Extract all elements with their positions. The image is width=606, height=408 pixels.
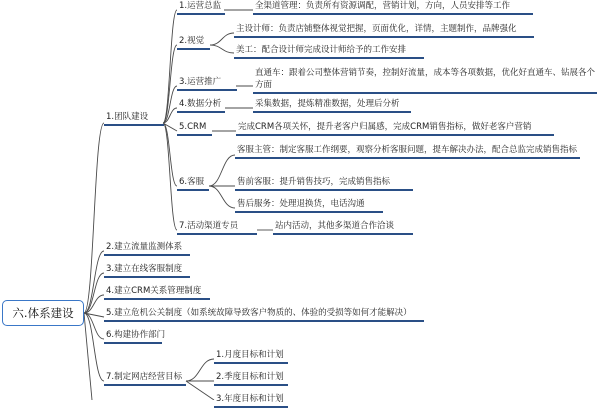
- goal-label: 1.月度目标和计划: [216, 350, 284, 360]
- branch-online-service-system[interactable]: [104, 263, 190, 275]
- leaf-presales-service[interactable]: [235, 176, 413, 188]
- goal-monthly[interactable]: [214, 349, 288, 361]
- sub-label: 5.CRM: [179, 122, 207, 132]
- sub-operations-director[interactable]: [177, 0, 225, 12]
- leaf-lead-designer[interactable]: [234, 23, 534, 35]
- leaf-text: 完成CRM各项关怀，提升老客户归属感，完成CRM销售指标，做好老客户营销: [238, 122, 532, 132]
- goal-label: 3.年度目标和计划: [216, 394, 284, 404]
- branch-label: 6.构建协作部门: [106, 330, 166, 340]
- sub-label: 7.活动渠道专员: [179, 221, 239, 231]
- goal-label: 2.季度目标和计划: [216, 372, 284, 382]
- sub-label: 4.数据分析: [179, 99, 222, 109]
- leaf-collect-data[interactable]: [253, 98, 411, 110]
- branch-label: 2.建立流量监测体系: [106, 242, 183, 252]
- branch-label: 1.团队建设: [106, 112, 149, 122]
- leaf-crm-care[interactable]: [236, 121, 554, 133]
- branch-crisis-pr[interactable]: [104, 307, 424, 319]
- leaf-text: 售前客服：提升销售技巧，完成销售指标: [237, 177, 391, 187]
- leaf-text: 主设计师：负责店铺整体视觉把握，页面优化，详情，主题制作，品牌强化: [236, 24, 517, 34]
- sub-visual[interactable]: [177, 35, 210, 47]
- branch-collaboration-dept[interactable]: [104, 329, 166, 341]
- sub-label: 1.运营总监: [179, 1, 222, 11]
- branch-label: 5.建立危机公关制度（如系统故障导致客户物质的、体验的受损等如何才能解决）: [106, 308, 412, 318]
- leaf-text: 直通车：跟着公司整体营销节奏，控制好流量，成本等各项数据，优化好直通车、钻展各个方面: [255, 68, 596, 90]
- branch-label: 7.制定网店经营目标: [106, 372, 183, 382]
- sub-data-analysis[interactable]: [177, 98, 225, 110]
- leaf-through-train[interactable]: [253, 67, 597, 91]
- leaf-text: 美工：配合设计师完成设计师给予的工作安排: [236, 45, 407, 55]
- branch-store-goals[interactable]: [104, 371, 186, 383]
- leaf-text: 采集数据，提炼精准数据，处理后分析: [255, 99, 400, 109]
- leaf-text: 全渠道管理：负责所有资源调配，营销计划，方向，人员安排等工作: [255, 1, 511, 11]
- root-node[interactable]: 六.体系建设: [2, 300, 84, 326]
- leaf-service-supervisor[interactable]: [235, 144, 580, 156]
- goal-annual[interactable]: [214, 393, 288, 405]
- sub-customer-service[interactable]: [177, 176, 209, 188]
- sub-crm[interactable]: [177, 121, 212, 133]
- branch-crm-system[interactable]: [104, 285, 210, 297]
- branch-traffic-monitoring[interactable]: [104, 241, 190, 253]
- branch-label: 3.建立在线客服制度: [106, 264, 183, 274]
- leaf-all-channel-management[interactable]: [253, 0, 533, 12]
- sub-label: 2.视觉: [179, 36, 205, 46]
- leaf-onsite-activities[interactable]: [273, 220, 413, 232]
- sub-operations-promotion[interactable]: [177, 76, 237, 88]
- leaf-aftersales-service[interactable]: [235, 198, 383, 210]
- leaf-text: 客服主管：制定客服工作纲要，观察分析客服问题，提车解决办法，配合总监完成销售指标: [237, 145, 578, 155]
- leaf-text: 售后服务：处理退换货，电话沟通: [237, 199, 365, 209]
- sub-label: 6.客服: [179, 177, 205, 187]
- sub-activity-channel[interactable]: [177, 220, 257, 232]
- goal-quarterly[interactable]: [214, 371, 288, 383]
- sub-label: 3.运营推广: [179, 77, 222, 87]
- leaf-text: 站内活动，其他多渠道合作洽谈: [275, 221, 395, 231]
- branch-label: 4.建立CRM关系管理制度: [106, 286, 202, 296]
- leaf-artist[interactable]: [234, 44, 424, 56]
- branch-team-building[interactable]: [104, 111, 164, 123]
